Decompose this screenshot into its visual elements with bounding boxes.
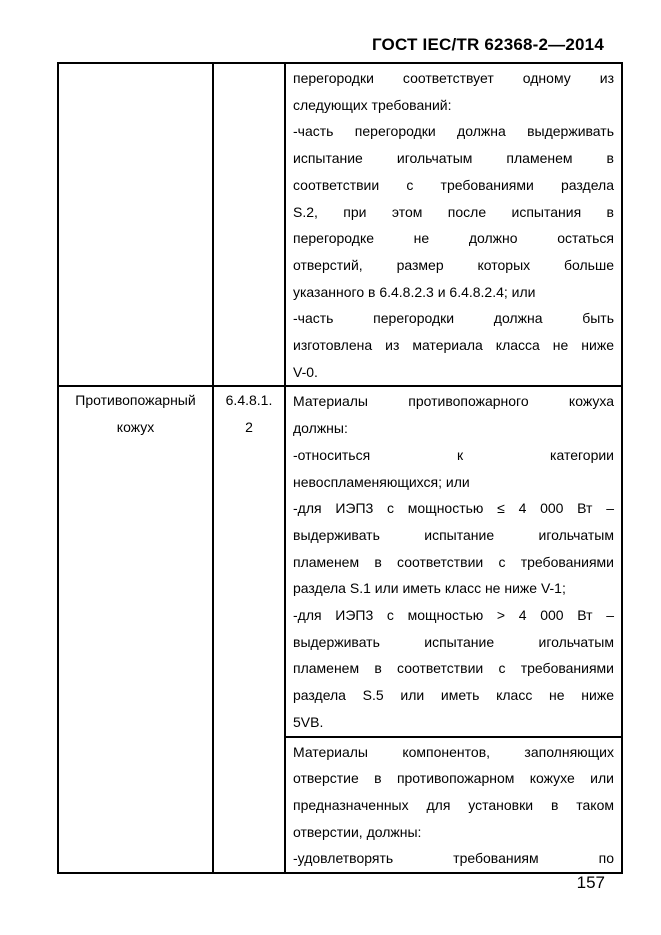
text-line: предназначенных для установки в таком: [293, 796, 614, 813]
text-line: выдерживать испытание игольчатым: [293, 633, 614, 650]
text-line: V-0.: [293, 363, 318, 380]
clause-cell-empty: [213, 63, 285, 386]
text-line: раздела S.1 или иметь класс не ниже V-1;: [293, 580, 566, 597]
text-line: соответствии с требованиями раздела: [293, 176, 614, 193]
requirements-table: [57, 62, 623, 874]
text-line: отверстие в противопожарном кожухе или: [293, 770, 614, 787]
text-line: должны:: [293, 420, 348, 437]
text-line: -для ИЭП3 с мощностью > 4 000 Вт –: [293, 607, 614, 624]
component-cell-empty: [58, 63, 213, 386]
text-line: следующих требований:: [293, 96, 452, 113]
text-line: 5VB.: [293, 713, 324, 730]
text-line: Материалы противопожарного кожуха: [293, 393, 614, 410]
text-line: S.2, при этом после испытания в: [293, 203, 614, 220]
text-line: перегородке не должно остаться: [293, 230, 614, 247]
text-line: Материалы компонентов, заполняющих: [293, 743, 614, 760]
requirements-cell-enclosure-materials: [285, 386, 622, 736]
table-row-continuation: [58, 63, 622, 386]
text-line: пламенем в соответствии с требованиями: [293, 553, 614, 570]
requirements-cell-continuation: [285, 63, 622, 386]
text-line: выдерживать испытание игольчатым: [293, 526, 614, 543]
component-cell-fire-enclosure: Противопожарный кожух: [58, 386, 213, 873]
text-line: перегородки соответствует одному из: [293, 70, 614, 86]
text-line: отверстий, размер которых больше: [293, 256, 614, 273]
text-line: -часть перегородки должна выдерживать: [293, 123, 614, 140]
text-line: изготовлена из материала класса не ниже: [293, 337, 614, 354]
text-line: невоспламеняющихся; или: [293, 473, 470, 490]
text-line: -для ИЭП3 с мощностью ≤ 4 000 Вт –: [293, 500, 614, 517]
text-line: испытание игольчатым пламенем в: [293, 150, 614, 167]
text-line: отверстии, должны:: [293, 823, 422, 840]
clause-line: 2: [245, 419, 253, 436]
clause-line: 6.4.8.1.: [225, 392, 273, 409]
text-line: раздела S.5 или иметь класс не ниже: [293, 687, 614, 704]
clause-cell-fire-enclosure: [213, 386, 285, 873]
document-title: ГОСТ IEC/TR 62368-2—2014: [371, 35, 604, 54]
text-line: указанного в 6.4.8.2.3 и 6.4.8.2.4; или: [293, 283, 536, 300]
requirements-cell-opening-materials: [285, 737, 622, 874]
text-line: -часть перегородки должна быть: [293, 310, 614, 327]
page-number: 157: [576, 873, 605, 892]
text-line: -удовлетворять требованиям по: [293, 850, 614, 867]
text-line: пламенем в соответствии с требованиями: [293, 660, 614, 677]
text-line: -относиться к категории: [293, 446, 614, 463]
table-row-fire-enclosure: [58, 386, 622, 736]
